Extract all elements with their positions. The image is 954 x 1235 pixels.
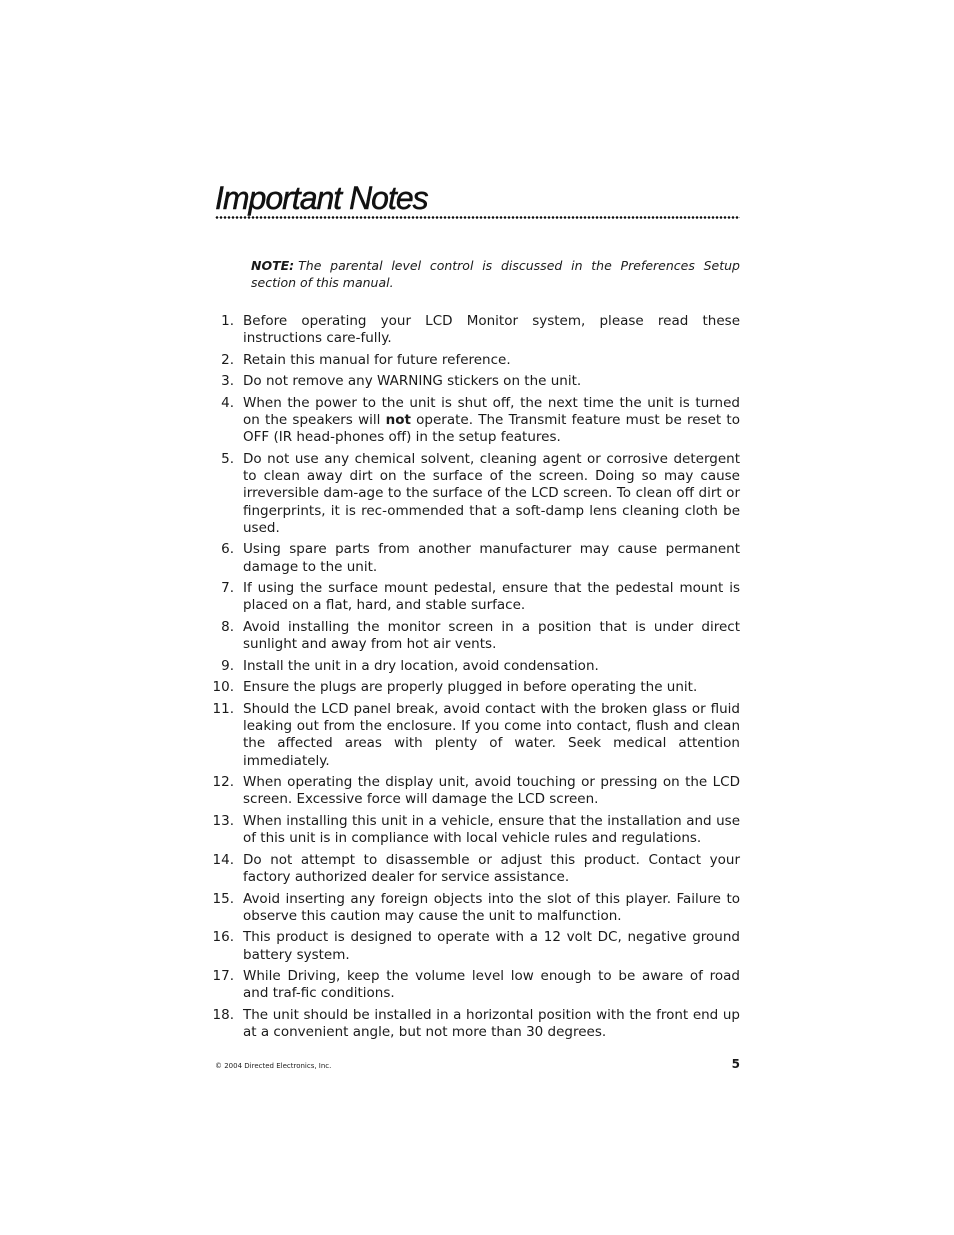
list-item-text: Do not attempt to disassemble or adjust this product. Contact your factory authorized dealer for service assistance. xyxy=(243,851,740,885)
list-item xyxy=(210,580,740,614)
list-item-text: Using spare parts from another manufacturer may cause permanent damage to the unit. xyxy=(243,541,740,575)
list-item xyxy=(210,929,740,963)
list-item-text: If using the surface mount pedestal, ensure that the pedestal mount is placed on a flat, hard, and stable surface. xyxy=(243,580,740,614)
list-item xyxy=(210,679,740,696)
list-item-text: Do not remove any WARNING stickers on the unit. xyxy=(243,373,582,390)
list-item xyxy=(210,373,740,390)
page-number: 5 xyxy=(731,1057,740,1071)
note-paragraph xyxy=(251,257,740,291)
list-item-number: 16. xyxy=(212,929,234,946)
list-item-text: Install the unit in a dry location, avoid condensation. xyxy=(243,657,599,674)
list-item xyxy=(210,1007,740,1041)
list-item xyxy=(210,701,740,770)
emphasized-word: not xyxy=(385,412,411,429)
list-item-text: Before operating your LCD Monitor system, please read these instructions care-fully. xyxy=(243,313,740,347)
list-item-number: 10. xyxy=(212,679,234,696)
list-item xyxy=(210,813,740,847)
page-title: Important Notes xyxy=(215,180,428,216)
list-item-number: 11. xyxy=(212,700,234,717)
list-item xyxy=(210,774,740,808)
list-item-text: Avoid installing the monitor screen in a position that is under direct sunlight and away from hot air vents. xyxy=(243,618,740,653)
list-item-number: 5. xyxy=(221,450,234,467)
list-item-text: Do not use any chemical solvent, cleaning agent or corrosive detergent to clean away dirt on the surface of the screen. Doing so may cause irreversible dam-age to the surface of the LCD screen. To clean off dirt or fingerprints, it is rec-ommended that a soft-damp lens cleaning cloth be used. xyxy=(243,450,740,536)
list-item-number: 15. xyxy=(212,890,234,907)
list-item-text: Should the LCD panel break, avoid contact with the broken glass or fluid leaking out from the enclosure. If you come into contact, flush and clean the affected areas with plenty of water. Seek medical attention immediately. xyxy=(243,700,740,769)
list-item-number: 4. xyxy=(221,394,234,411)
list-item-number: 9. xyxy=(221,657,234,674)
list-item xyxy=(210,891,740,925)
list-item-text-part: operate. The Transmit feature must be reset to OFF (IR head-phones off) in the setup features. xyxy=(243,412,740,446)
list-item-text: Retain this manual for future reference. xyxy=(243,351,511,368)
list-item-number: 8. xyxy=(221,618,234,635)
copyright-footer: © 2004 Directed Electronics, Inc. xyxy=(215,1062,332,1070)
list-item-text: When operating the display unit, avoid touching or pressing on the LCD screen. Excessive force will damage the LCD screen. xyxy=(243,774,740,808)
list-item-number: 14. xyxy=(212,851,234,868)
list-item-text: While Driving, keep the volume level low enough to be aware of road and traf-fic conditions. xyxy=(243,968,740,1002)
list-item-number: 2. xyxy=(221,351,234,368)
list-item-text: Avoid inserting any foreign objects into the slot of this player. Failure to observe this caution may cause the unit to malfunction. xyxy=(243,890,740,924)
list-item xyxy=(210,451,740,537)
list-item-number: 7. xyxy=(221,580,234,597)
list-item-number: 1. xyxy=(221,313,234,329)
list-item xyxy=(210,395,740,447)
list-item xyxy=(210,352,740,369)
list-item xyxy=(210,619,740,653)
note-text: The parental level control is discussed in the Preferences Setup section of this manual. xyxy=(251,258,740,290)
list-item-text: The unit should be installed in a horizontal position with the front end up at a convenient angle, but not more than 30 degrees. xyxy=(243,1006,740,1041)
list-item xyxy=(210,658,740,675)
list-item xyxy=(210,541,740,575)
list-item-text: When installing this unit in a vehicle, ensure that the installation and use of this unit is in compliance with local vehicle rules and regulations. xyxy=(243,812,740,847)
list-item xyxy=(210,852,740,886)
list-item xyxy=(210,968,740,1002)
dotted-title-rule xyxy=(215,216,740,219)
list-item-text-part: When the power to the unit is shut off, the next time the unit is turned on the speakers will xyxy=(243,394,740,429)
list-item-number: 18. xyxy=(212,1006,234,1023)
list-item-number: 6. xyxy=(221,541,234,558)
list-item-text xyxy=(243,395,740,447)
note-label: NOTE: xyxy=(251,258,295,273)
list-item-number: 13. xyxy=(212,812,234,829)
list-item-text: Ensure the plugs are properly plugged in before operating the unit. xyxy=(243,679,698,696)
list-item xyxy=(210,313,740,347)
list-item-number: 3. xyxy=(221,373,234,390)
list-item-number: 17. xyxy=(212,968,234,985)
list-item-number: 12. xyxy=(212,774,234,791)
important-notes-list xyxy=(210,313,740,1046)
list-item-text: This product is designed to operate with a 12 volt DC, negative ground battery system. xyxy=(243,929,740,963)
